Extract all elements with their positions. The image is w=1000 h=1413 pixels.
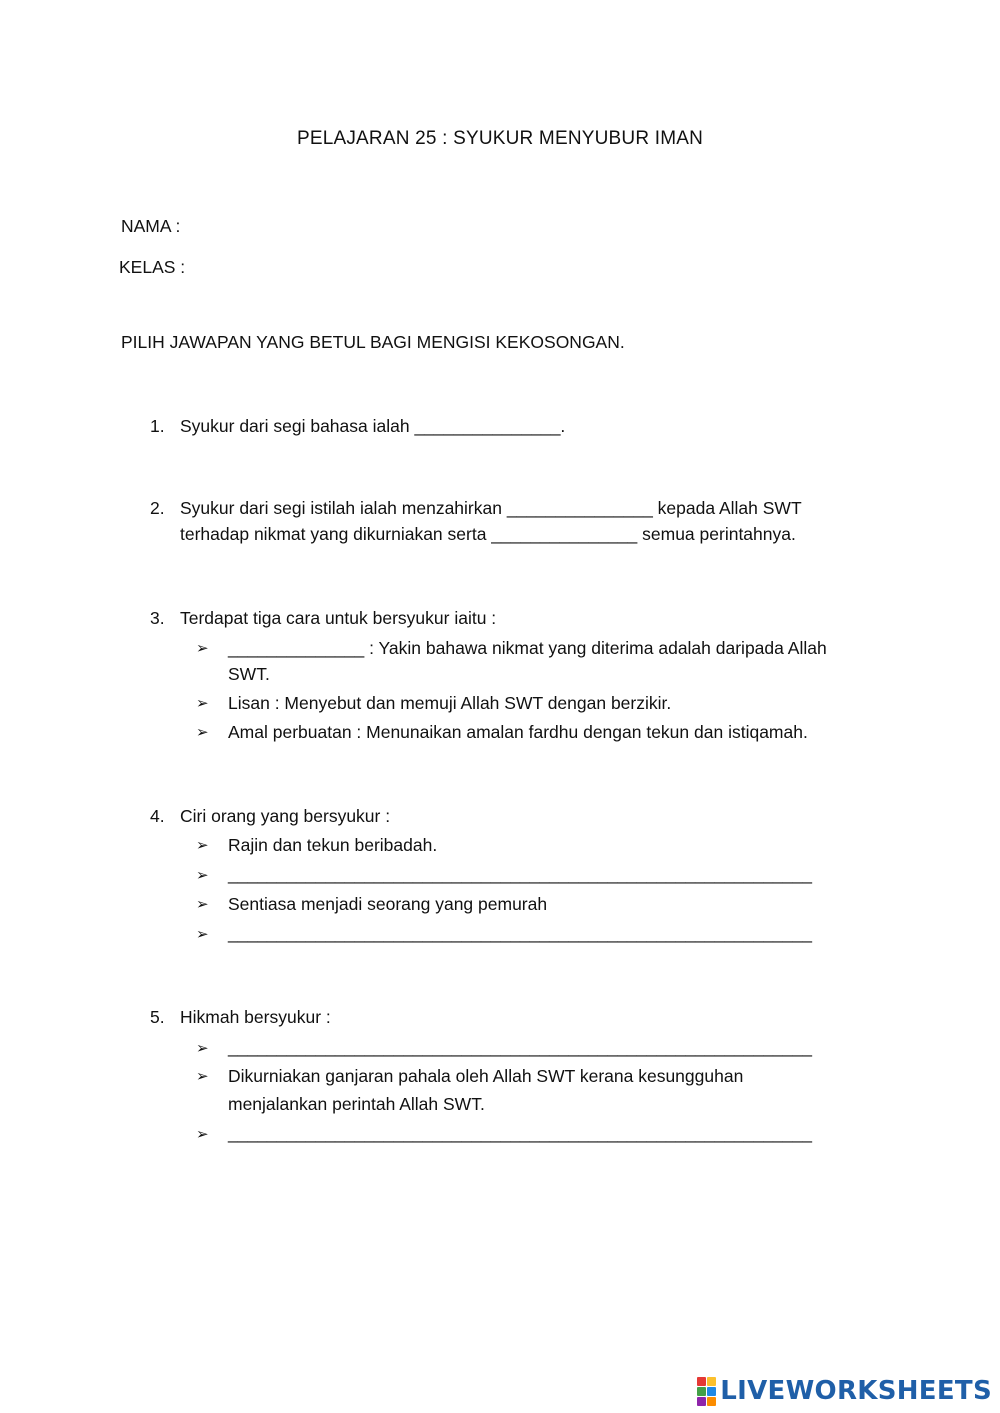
question-1-text: Syukur dari segi bahasa ialah _______________. (180, 416, 566, 436)
logo-block (707, 1397, 716, 1406)
arrow-bullet-icon: ➢ (196, 867, 209, 884)
question-3-text: Terdapat tiga cara untuk bersyukur iaitu : (180, 608, 497, 628)
question-3-bullet-1-line-2: SWT. (228, 664, 270, 684)
question-3-bullet-3: Amal perbuatan : Menunaikan amalan fardhu dengan tekun dan istiqamah. (228, 722, 808, 742)
question-4-bullet-1: Rajin dan tekun beribadah. (228, 835, 438, 855)
arrow-bullet-icon: ➢ (196, 896, 209, 913)
arrow-bullet-icon: ➢ (196, 1040, 209, 1057)
question-1-number: 1. (150, 416, 165, 436)
question-5-text: Hikmah bersyukur : (180, 1007, 331, 1027)
logo-block (707, 1377, 716, 1386)
arrow-bullet-icon: ➢ (196, 1068, 209, 1085)
question-4-answer-blank-2[interactable]: ____________________________________________________________ (228, 923, 812, 943)
question-4-bullet-3: Sentiasa menjadi seorang yang pemurah (228, 894, 548, 914)
question-4-number: 4. (150, 806, 165, 826)
logo-block (697, 1377, 706, 1386)
arrow-bullet-icon: ➢ (196, 695, 209, 712)
arrow-bullet-icon: ➢ (196, 837, 209, 854)
question-5-bullet-2-line-2: menjalankan perintah Allah SWT. (228, 1094, 485, 1114)
arrow-bullet-icon: ➢ (196, 1126, 209, 1143)
logo-block (697, 1387, 706, 1396)
page-title: PELAJARAN 25 : SYUKUR MENYUBUR IMAN (296, 128, 704, 149)
liveworksheets-logo-icon (697, 1377, 716, 1406)
logo-block (707, 1387, 716, 1396)
question-2-number: 2. (150, 498, 165, 518)
question-3-bullet-1-line-1: ______________ : Yakin bahawa nikmat yang diterima adalah daripada Allah (228, 638, 827, 658)
arrow-bullet-icon: ➢ (196, 640, 209, 657)
liveworksheets-logo (697, 1376, 992, 1406)
question-2-line-2: terhadap nikmat yang dikurniakan serta _______________ semua perintahnya. (180, 524, 796, 544)
question-3-bullet-2: Lisan : Menyebut dan memuji Allah SWT dengan berzikir. (228, 693, 672, 713)
liveworksheets-logo-text: LIVEWORKSHEETS (720, 1376, 992, 1406)
instruction-text: PILIH JAWAPAN YANG BETUL BAGI MENGISI KEKOSONGAN. (121, 332, 625, 352)
question-2-line-1: Syukur dari segi istilah ialah menzahirkan _______________ kepada Allah SWT (180, 498, 802, 518)
question-4-text: Ciri orang yang bersyukur : (180, 806, 391, 826)
arrow-bullet-icon: ➢ (196, 724, 209, 741)
question-5-answer-blank-1[interactable]: ____________________________________________________________ (228, 1037, 812, 1057)
question-5-bullet-2-line-1: Dikurniakan ganjaran pahala oleh Allah SWT kerana kesungguhan (228, 1066, 744, 1086)
question-4-answer-blank-1[interactable]: ____________________________________________________________ (228, 864, 812, 884)
logo-block (697, 1397, 706, 1406)
name-field-label: NAMA : (121, 216, 181, 236)
question-5-number: 5. (150, 1007, 165, 1027)
question-5-answer-blank-2[interactable]: ____________________________________________________________ (228, 1123, 812, 1143)
arrow-bullet-icon: ➢ (196, 926, 209, 943)
question-3-number: 3. (150, 608, 165, 628)
class-field-label: KELAS : (119, 257, 186, 277)
